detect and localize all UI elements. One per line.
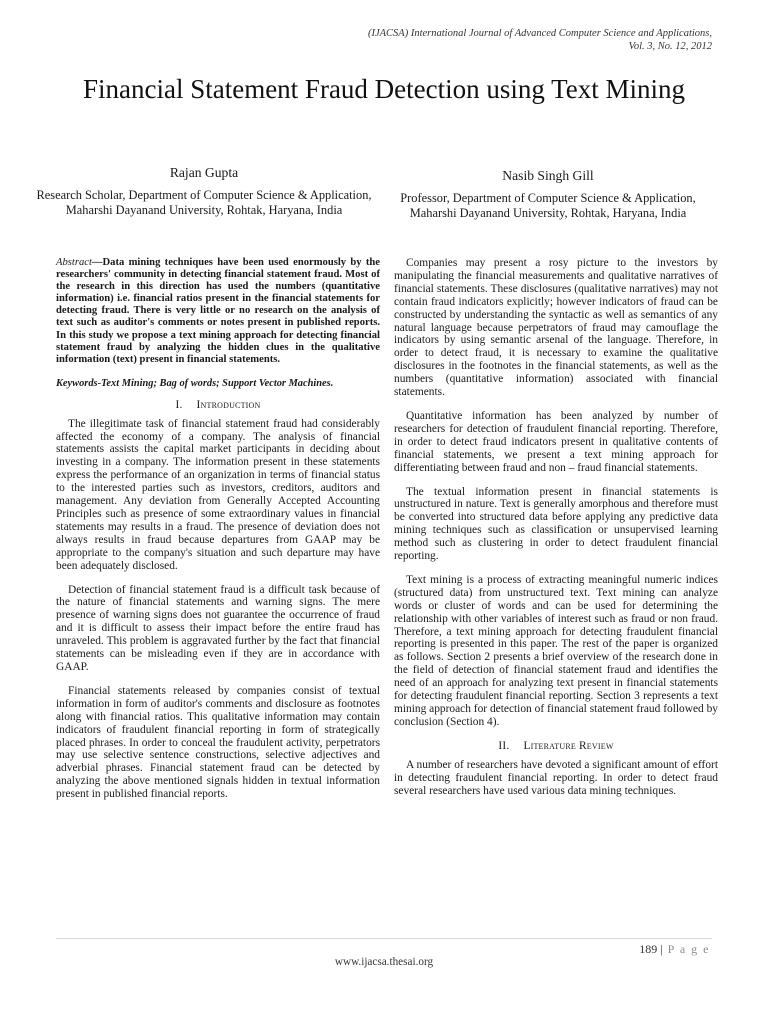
- abstract-text: —Data mining techniques have been used enormously by the researchers' community in detecting financial statement fraud. Most of the research in this direction has used the numbers (quantitative information) i.e. financial ratios present in the financial statements for detecting fraud. There is very little or no research on the analysis of text such as auditor's comments or notes present in published reports. In this study we propose a text mining approach for detecting financial statement fraud by analyzing the hidden clues in the qualitative information (text) present in financial statements.: [56, 257, 380, 365]
- page-word: P a g e: [667, 942, 710, 956]
- section-heading-literature-review: [394, 740, 718, 753]
- abstract-lead: Abstract: [56, 257, 92, 268]
- body-paragraph: A number of researchers have devoted a significant amount of effort in detecting fraudulent financial reporting. In order to detect fraud several researchers have used various data mining techniques.: [394, 758, 718, 797]
- body-paragraph: Quantitative information has been analyzed by number of researchers for detection of fraudulent financial reporting. Therefore, in order to detect fraud indicators present in qualitative contents of financial statements, we present a text mining approach for differentiating between fraud and non – fraud financial statements.: [394, 409, 718, 474]
- body-paragraph: The illegitimate task of financial statement fraud had considerably affected the economy of a company. The analysis of financial statements assists the capital market participants in deciding about investing in a company. The information present in these statements express the performance of an organization in terms of financial status to the interested parties such as investors, creditors, auditors and management. Any deviation from Generally Accepted Accounting Principles such as presence of some extraordinary values in financial statements may results in a fraud. The presence of deviation does not always results in fraud because departures from GAAP may be appropriate to the company's situation and such departure may have been adequately disclosed.: [56, 417, 380, 572]
- paper-title: Financial Statement Fraud Detection using Text Mining: [82, 74, 685, 104]
- journal-line-1: (IJACSA) International Journal of Advanced Computer Science and Applications,: [367, 28, 712, 39]
- author-affiliation: Professor, Department of Computer Science & Application, Maharshi Dayanand University, Rohtak, Haryana, India: [400, 191, 696, 220]
- body-paragraph: Financial statements released by companies consist of textual information in form of auditor's comments and disclosure as footnotes along with financial ratios. This qualitative information may contain indicators of fraudulent financial reporting in form of strategically placed phrases. In order to conceal the fraudulent activity, perpetrators may use selective sentence constructions, selective adjectives and adverbial phrases. Financial statement fraud can be detected by analyzing the above mentioned signals hidden in textual information present in published financial reports.: [56, 684, 380, 801]
- page-number: [639, 942, 710, 957]
- right-column: [394, 257, 718, 808]
- section-title: Introduction: [196, 398, 261, 411]
- author-block-1: [36, 165, 372, 218]
- left-column: [56, 257, 380, 812]
- footer-url: www.ijacsa.thesai.org: [334, 956, 434, 968]
- author-block-2: [398, 168, 698, 221]
- journal-line-2: Vol. 3, No. 12, 2012: [628, 41, 712, 52]
- keywords: Keywords-Text Mining; Bag of words; Support Vector Machines.: [56, 377, 334, 389]
- author-name: Rajan Gupta: [169, 165, 239, 180]
- section-heading-introduction: [56, 399, 380, 412]
- body-paragraph: Text mining is a process of extracting meaningful numeric indices (structured data) from unstructured text. Text mining can analyze words or cluster of words and can be used for determining the relationship with other variables of interest such as fraud or non fraud. Therefore, a text mining approach for detecting fraudulent financial reporting is presented in this paper. The rest of the paper is organized as follows. Section 2 presents a brief overview of the research done in the field of detection of financial statement fraud and identifies the need of an approach for analyzing text present in financial statements for detecting fraudulent financial reporting. Section 3 represents a text mining approach for detection of financial statement fraud followed by conclusion (Section 4).: [394, 573, 718, 728]
- page-number-separator: |: [660, 942, 663, 956]
- author-affiliation: Research Scholar, Department of Computer Science & Application, Maharshi Dayanand University, Rohtak, Haryana, India: [36, 188, 372, 217]
- author-name: Nasib Singh Gill: [502, 168, 594, 183]
- section-number: I.: [175, 398, 183, 411]
- abstract: [56, 257, 380, 366]
- page-number-value: 189: [639, 942, 658, 956]
- body-paragraph: Detection of financial statement fraud is a difficult task because of the nature of financial statements and warning signs. The mere presence of warning signs does not guarantee the occurrence of fraud and it is difficult to assess their impact before the entire fraud has unraveled. This problem is aggravated further by the fact that financial statements can be misleading even if they are in accordance with GAAP.: [56, 583, 380, 673]
- body-paragraph: The textual information present in financial statements is unstructured in nature. Text is generally amorphous and therefore must be converted into structured data before applying any predictive data mining techniques such as classification or unsupervised learning method such as clustering in order to detect fraudulent financial reporting.: [394, 485, 718, 563]
- running-header: [252, 27, 712, 53]
- footer-divider: [56, 938, 712, 939]
- section-number: II.: [498, 739, 510, 752]
- body-paragraph: Companies may present a rosy picture to the investors by manipulating the financial measurements and qualitative narratives of financial statements. These disclosures (qualitative narratives) may not contain fraud indicators explicitly; however indicators of fraud can be constructed by understanding the syntactic as well as semantics of any natural language because perpetrators of fraud may camouflage the indicators by using semantic arsenal of the language. Therefore, in order to detect fraud, it is necessary to examine the qualitative disclosures in the footnotes in the financial statements, as well as the numbers (quantitative information) associated with financial statements.: [394, 257, 718, 399]
- section-title: Literature Review: [523, 739, 614, 752]
